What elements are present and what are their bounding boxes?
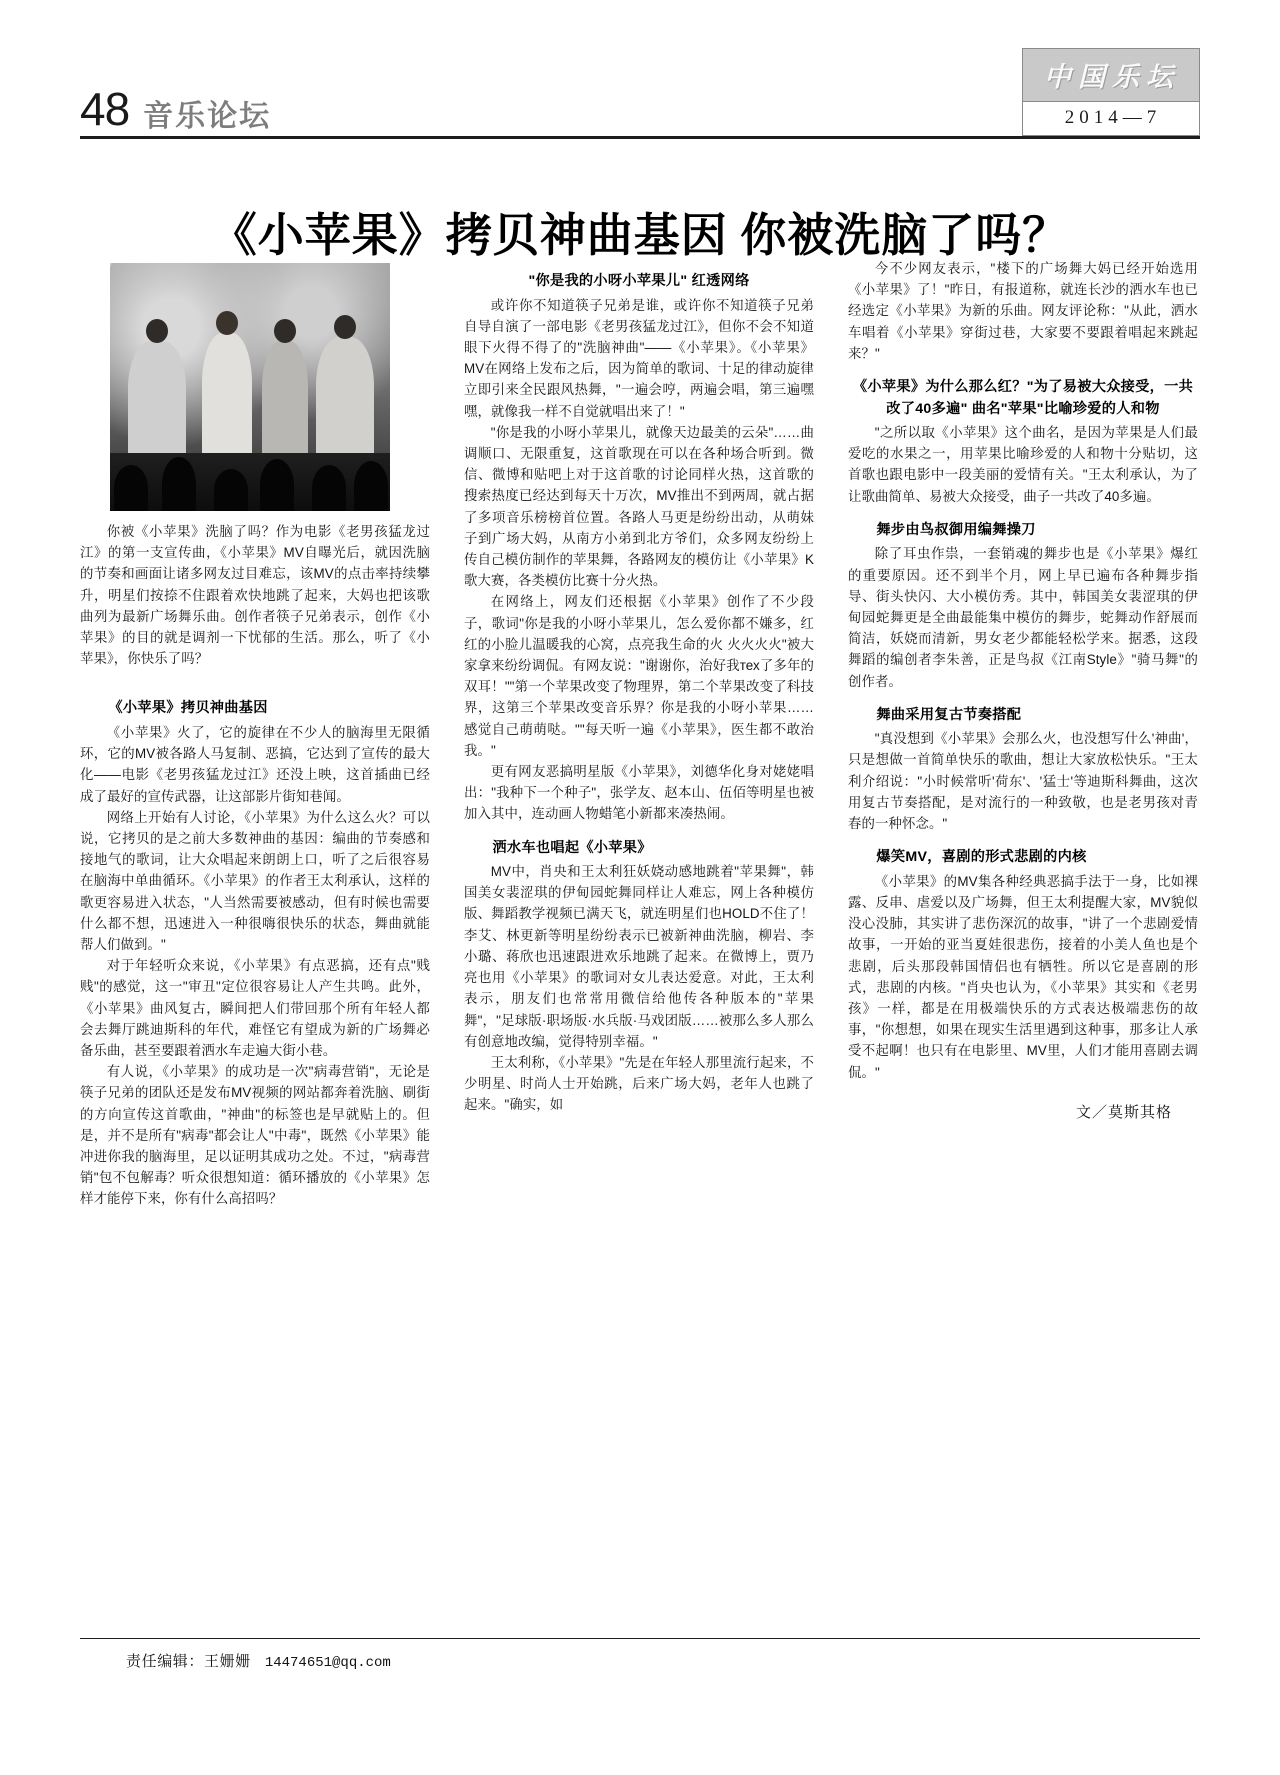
paragraph: 今不少网友表示，"楼下的广场舞大妈已经开始选用《小苹果》了！"昨日，有报道称，就连长沙的洒水车也已经选定《小苹果》为新的乐曲。网友评论称："从此，洒水车唱着《小苹果》穿街过巷，大家要不要跟着唱起来跳起来？" xyxy=(848,261,1198,361)
photo-silhouette xyxy=(260,459,294,511)
paragraph: 王太利称，《小苹果》"先是在年轻人那里流行起来，不少明星、时尚人士开始跳，后来广场大妈，老年人也跳了起来。"确实，如 xyxy=(464,1054,814,1113)
brand-box xyxy=(1022,48,1200,136)
subheading-little-apple-viral: "你是我的小呀小苹果儿" 红透网络 xyxy=(528,273,750,289)
paragraph: 除了耳虫作祟，一套销魂的舞步也是《小苹果》爆红的重要原因。还不到半个月，网上早已遍布各种舞步指导、街头快闪、大小模仿秀。其中，韩国美女裴涩琪的伊甸园蛇舞更是全曲最能集中模仿的舞步，蛇舞动作舒展而简洁，妖娆而清新，男女老少都能轻松学来。据悉，这段舞蹈的编创者李朱善，正是鸟叔《江南Style》"骑马舞"的创作者。 xyxy=(848,546,1198,689)
paragraph: "你是我的小呀小苹果儿，就像天边最美的云朵"……曲调顺口、无限重复，这首歌现在可以在各种场合听到。微信、微博和贴吧上对于这首歌的讨论同样火热，这首歌的搜索热度已经达到每天十万次，MV推出不到两周，就占据了多项音乐榜榜首位置。各路人马更是纷纷出动，从萌妹子到广场大妈，从南方小弟到北方爷们，众多网友纷纷上传自己模仿制作的苹果舞，各路网友的模仿让《小苹果》K歌大赛，各类模仿比赛十分火热。 xyxy=(464,424,814,589)
photo-figure-head xyxy=(146,319,168,343)
photo-figure xyxy=(262,341,308,459)
paragraph: 有人说，《小苹果》的成功是一次"病毒营销"，无论是筷子兄弟的团队还是发布MV视频的网站都奔着洗脑、刷街的方向宣传这首歌曲，"神曲"的标签也是早就贴上的。但是，并不是所有"病毒"都会让人"中毒"，既然《小苹果》能冲进你我的脑海里，足以证明其成功之处。不过，"病毒营销"包不包解毒？听众很想知道：循环播放的《小苹果》怎样才能停下来，你有什么高招吗？ xyxy=(80,1064,430,1207)
masthead xyxy=(80,48,1200,140)
column-middle xyxy=(464,258,814,1598)
editor-credit: 责任编辑：王姗姗 xyxy=(126,1654,251,1670)
brand-name: 中国乐坛 xyxy=(1023,49,1199,102)
photo-figure xyxy=(202,333,252,459)
paragraph: "真没想到《小苹果》会那么火，也没想写什么'神曲'，只是想做一首简单快乐的歌曲，想让大家放松快乐。"王太利介绍说："小时候常听'荷东'、'猛士'等迪斯科舞曲，这次用复古节奏搭配，是对流行的一种致敬，也是老男孩对青春的一种怀念。" xyxy=(848,731,1198,832)
paragraph: "之所以取《小苹果》这个曲名，是因为苹果是人们最爱吃的水果之一，用苹果比喻珍爱的人和物十分贴切，这首歌也跟电影中一段美丽的爱情有关。"王太利承认，为了让歌曲简单、易被大众接受，曲子一共改了40多遍。 xyxy=(848,425,1198,504)
subheading-choreography: 舞步由鸟叔御用编舞操刀 xyxy=(876,521,1036,538)
photo-figure xyxy=(128,341,186,459)
issue-date: 2014—7 xyxy=(1064,107,1162,128)
photo-figure-head xyxy=(216,311,238,335)
paragraph: 《小苹果》火了，它的旋律在不少人的脑海里无限循环，它的MV被各路人马复制、恶搞，它达到了宣传的最大化——电影《老男孩猛龙过江》还没上映，这首插曲已经成了最好的宣传武器，让这部影片街知巷闻。 xyxy=(80,724,430,804)
paragraph: 更有网友恶搞明星版《小苹果》，刘德华化身对姥姥唱出："我种下一个种子"，张学友、赵本山、伍佰等明星也被加入其中，连动画人物蜡笔小新都来凑热闹。 xyxy=(464,763,814,822)
photo-crowd xyxy=(110,453,390,511)
subheading-copy-gene: 《小苹果》拷贝神曲基因 xyxy=(108,700,268,717)
editor-email[interactable]: 14474651@qq.com xyxy=(264,1655,391,1671)
paragraph: 《小苹果》的MV集各种经典恶搞手法于一身，比如裸露、反串、虐爱以及广场舞，但王太利提醒大家，MV貌似没心没肺，其实讲了悲伤深沉的故事，"讲了一个悲剧爱情故事，一开始的亚当夏娃很悲伤，接着的小美人鱼也是个悲剧，后头那段韩国情侣也有牺牲。所以它是喜剧的形式，悲剧的内核。"肖央也认为，《小苹果》其实和《老男孩》一样，都是在用极端快乐的方式表达极端悲伤的故事，"你想想，如果在现实生活里遇到这种事，那多让人承受不起啊！也只有在电影里、MV里，人们才能用喜剧去调侃。" xyxy=(848,873,1198,1080)
photo-silhouette xyxy=(354,461,388,511)
author-byline: 文／莫斯其格 xyxy=(1075,1104,1172,1121)
subheading-why-so-red: 《小苹果》为什么那么红？"为了易被大众接受，一共改了40多遍" 曲名"苹果"比喻珍爱的人和物 xyxy=(852,379,1194,417)
paragraph: 网络上开始有人讨论，《小苹果》为什么这么火？可以说，它拷贝的是之前大多数神曲的基因：编曲的节奏感和接地气的歌词，让大众唱起来朗朗上口，听了之后很容易在脑海中单曲循环。《小苹果》的作者王太利承认，这样的歌更容易进入状态，"人当然需要被感动，但有时候也需要什么都不想，迅速进入一种很嗨很快乐的状态，舞曲就能帮人们做到。" xyxy=(80,809,430,952)
folio xyxy=(80,83,272,135)
footer xyxy=(126,1650,391,1671)
paragraph: 或许你不知道筷子兄弟是谁，或许你不知道筷子兄弟自导自演了一部电影《老男孩猛龙过江》，但你不会不知道眼下火得不得了的"洗脑神曲"——《小苹果》。《小苹果》MV在网络上发布之后，因为简单的歌词、十足的律动旋律立即引来全民跟风热舞，"一遍会哼，两遍会唱，第三遍嘿嘿，就像我一样不自觉就唱出来了！" xyxy=(464,297,814,419)
paragraph-lead: 你被《小苹果》洗脑了吗？作为电影《老男孩猛龙过江》的第一支宣传曲，《小苹果》MV自曝光后，就因洗脑的节奏和画面让诸多网友过目难忘，该MV的点击率持续攀升，明星们按捺不住跟着欢快地跳了起来，大妈也把该歌曲列为最新广场舞乐曲。创作者筷子兄弟表示，创作《小苹果》的目的就是调剂一下忧郁的生活。那么，听了《小苹果》，你快乐了吗？ xyxy=(80,524,430,667)
photo-figure xyxy=(316,337,374,459)
photo-silhouette xyxy=(114,465,148,511)
page-title: 《小苹果》拷贝神曲基因 你被洗脑了吗？ xyxy=(210,209,1070,261)
subheading-retro-rhythm: 舞曲采用复古节奏搭配 xyxy=(876,706,1022,723)
photo-figure-head xyxy=(274,319,296,343)
page-number: 48 xyxy=(80,83,130,135)
photo-silhouette xyxy=(312,465,346,511)
article-photo xyxy=(110,263,390,511)
paragraph: 对于年轻听众来说，《小苹果》有点恶搞，还有点"贱贱"的感觉，这一"审丑"定位很容易让人产生共鸣。此外，《小苹果》曲风复古，瞬间把人们带回那个所有年轻人都会去舞厅跳迪斯科的年代，难怪它有望成为新的广场舞必备乐曲，甚至要跟着洒水车走遍大街小巷。 xyxy=(80,958,430,1058)
subheading-water-truck: 洒水车也唱起《小苹果》 xyxy=(492,839,652,856)
spacer xyxy=(80,669,430,685)
section-title: 音乐论坛 xyxy=(143,99,272,133)
photo-silhouette xyxy=(214,469,248,511)
paragraph: 在网络上，网友们还根据《小苹果》创作了不少段子，歌词"你是我的小呀小苹果儿，怎么爱你都不嫌多，红红的小脸儿温暖我的心窝，点亮我生命的火 火火火火"被大家拿来纷纷调侃。有网友说："谢谢你，治好我тех了多年的双耳！""第一个苹果改变了物理界，第二个苹果改变了科技界，这第三个苹果改变音乐界？你是我的小呀小苹果……感觉自己萌萌哒。""每天听一遍《小苹果》，医生都不敢治我。" xyxy=(464,594,814,758)
column-left xyxy=(80,258,430,1598)
photo-figure-head xyxy=(334,315,356,339)
paragraph: MV中，肖央和王太利狂妖娆动感地跳着"苹果舞"，韩国美女裴涩琪的伊甸园蛇舞同样让人难忘，网上各种模仿版、舞蹈教学视频已满天飞，就连明星们也HOLD不住了！李艾、林更新等明星纷纷表示已被新神曲洗脑，柳岩、李小璐、蒋欣也迅速跟进欢乐地跳了起来。在微博上，贾乃亮也用《小苹果》的歌词对女儿表达爱意。对此，王太利表示，朋友们也常常用微信给他传各种版本的"苹果舞"，"足球版·职场版·水兵版·马戏团版……被那么多人那么有创意地改编，觉得特别幸福。" xyxy=(464,864,814,1049)
column-right xyxy=(848,258,1198,1598)
article-columns xyxy=(80,258,1200,1598)
photo-silhouette xyxy=(162,457,196,511)
footer-rule xyxy=(80,1638,1200,1639)
subheading-comedy-mv: 爆笑MV，喜剧的形式悲剧的内核 xyxy=(876,849,1087,866)
header-rule xyxy=(80,136,1200,139)
